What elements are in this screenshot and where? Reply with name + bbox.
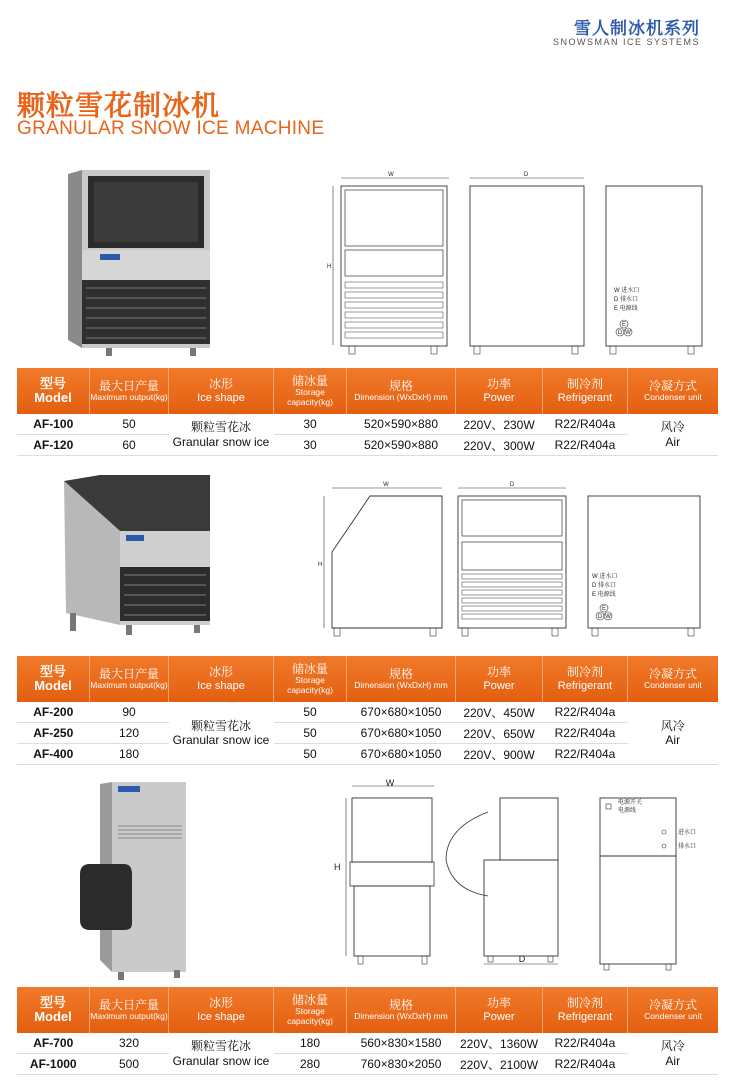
cell-text: 冷凝方式 [648, 666, 697, 681]
cell-text: 颗粒雪花冰 [190, 1039, 251, 1054]
cell-text: Air [665, 434, 681, 449]
cell-refrigerant: R22/R404a [543, 435, 628, 456]
label-w-inlet: W 进水口 [614, 288, 640, 294]
diagram-af700-front [330, 778, 440, 972]
cell-dimension: 670×680×1050 [347, 702, 456, 723]
header-power [456, 368, 543, 414]
cell-text: 最大日产量 [98, 997, 159, 1012]
diagram-af100-side [462, 170, 592, 360]
cell-text: 最大日产量 [98, 378, 159, 393]
cell-dimension: 670×680×1050 [347, 723, 456, 744]
cell-dimension: 520×590×880 [347, 414, 456, 435]
label-d: D [509, 482, 515, 488]
header-dimension [347, 987, 456, 1033]
cell-refrigerant: R22/R404a [543, 723, 628, 744]
label-h: H [318, 562, 323, 568]
cell-shape [169, 702, 274, 765]
cell-storage: 50 [274, 723, 347, 744]
header-condenser [628, 368, 719, 414]
cell-text: 储冰量 [291, 374, 328, 389]
header-storage [274, 368, 347, 414]
header-refrigerant [543, 656, 628, 702]
cell-text: 型号 [39, 994, 66, 1010]
cell-text: Refrigerant [557, 391, 613, 404]
spec-table-3 [17, 987, 718, 1075]
header-model [17, 987, 90, 1033]
label-e: E [621, 322, 627, 328]
cell-text: 制冷剂 [566, 665, 603, 680]
cell-text: 冷凝方式 [648, 378, 697, 393]
header-refrigerant [543, 987, 628, 1033]
cell-storage: 50 [274, 744, 347, 765]
cell-text: Power [483, 1010, 515, 1023]
cell-text: Model [34, 390, 72, 405]
cell-text: Storage capacity(kg) [287, 1006, 333, 1026]
cell-text: Model [34, 678, 72, 693]
label-w: W [605, 614, 611, 620]
cell-model: AF-100 [17, 414, 90, 435]
cell-model: AF-200 [17, 702, 90, 723]
label-inlet: 进水口 [678, 830, 697, 836]
cell-output: 500 [90, 1054, 169, 1075]
diagram-af200-rear [580, 480, 710, 642]
label-power-cord: 电源线 [618, 808, 637, 814]
header-output [90, 987, 169, 1033]
table-row [17, 414, 718, 435]
table-row [17, 702, 718, 723]
cell-model: AF-120 [17, 435, 90, 456]
cell-storage: 50 [274, 702, 347, 723]
cell-text: 冰形 [208, 665, 233, 680]
diagram-af100-front [325, 170, 455, 360]
cell-text: Model [34, 1009, 72, 1024]
machine-photo-af200 [60, 475, 220, 635]
cell-power: 220V、230W [456, 414, 543, 435]
brand-name-en: SNOWSMAN ICE SYSTEMS [552, 37, 700, 47]
cell-storage: 30 [274, 414, 347, 435]
cell-text: Storage capacity(kg) [287, 387, 333, 407]
header-model [17, 656, 90, 702]
cell-text: Refrigerant [557, 1010, 613, 1023]
cell-text: Dimension (WxDxH) mm [354, 1010, 448, 1021]
header-output [90, 368, 169, 414]
cell-text: Granular snow ice [172, 733, 270, 747]
cell-text: Maximum output(kg) [90, 391, 168, 402]
cell-text: 型号 [39, 375, 66, 391]
header-power [456, 656, 543, 702]
label-d-drain: D 排水口 [614, 297, 639, 303]
cell-output: 60 [90, 435, 169, 456]
cell-text: 制冷剂 [566, 996, 603, 1011]
header-shape [169, 987, 274, 1033]
label-d: D [617, 330, 623, 336]
cell-model: AF-400 [17, 744, 90, 765]
diagram-af700-side [438, 778, 566, 972]
cell-text: 规格 [388, 997, 413, 1012]
cell-power: 220V、450W [456, 702, 543, 723]
label-h: H [334, 862, 341, 872]
label-h: H [327, 264, 332, 270]
cell-refrigerant: R22/R404a [543, 414, 628, 435]
label-d: D [597, 614, 603, 620]
cell-model: AF-1000 [17, 1054, 90, 1075]
cell-shape [169, 414, 274, 456]
header-condenser [628, 987, 719, 1033]
cell-text: 最大日产量 [98, 666, 159, 681]
header-output [90, 656, 169, 702]
cell-model: AF-250 [17, 723, 90, 744]
cell-text: Dimension (WxDxH) mm [354, 391, 448, 402]
cell-text: Refrigerant [557, 679, 613, 692]
table-row [17, 723, 718, 744]
cell-text: 冷凝方式 [648, 997, 697, 1012]
header-storage [274, 656, 347, 702]
cell-dimension: 520×590×880 [347, 435, 456, 456]
cell-power: 220V、300W [456, 435, 543, 456]
label-drain: 排水口 [678, 844, 697, 850]
cell-power: 220V、650W [456, 723, 543, 744]
label-w-inlet: W 进水口 [592, 574, 618, 580]
header-model [17, 368, 90, 414]
header-refrigerant [543, 368, 628, 414]
cell-text: Storage capacity(kg) [287, 675, 333, 695]
cell-refrigerant: R22/R404a [543, 702, 628, 723]
cell-text: 风冷 [660, 1039, 685, 1054]
label-e-power: E 电源线 [614, 306, 638, 312]
table-row [17, 435, 718, 456]
cell-text: Condenser unit [644, 391, 702, 402]
cell-dimension: 670×680×1050 [347, 744, 456, 765]
machine-photo-af100 [60, 168, 220, 358]
cell-text: 规格 [388, 666, 413, 681]
cell-storage: 280 [274, 1054, 347, 1075]
cell-text: Maximum output(kg) [90, 679, 168, 690]
table-row [17, 744, 718, 765]
header-storage [274, 987, 347, 1033]
page-title-en: GRANULAR SNOW ICE MACHINE [17, 118, 325, 139]
diagram-af200-side [452, 480, 572, 642]
label-w: W [383, 482, 389, 488]
cell-text: 储冰量 [291, 993, 328, 1008]
cell-text: 冰形 [208, 377, 233, 392]
cell-text: 规格 [388, 378, 413, 393]
label-power-switch: 电源开关 [618, 800, 643, 806]
cell-power: 220V、2100W [456, 1054, 543, 1075]
header-shape [169, 656, 274, 702]
cell-refrigerant: R22/R404a [543, 744, 628, 765]
cell-storage: 180 [274, 1033, 347, 1054]
cell-output: 50 [90, 414, 169, 435]
cell-text: Ice shape [197, 1010, 245, 1023]
cell-text: Dimension (WxDxH) mm [354, 679, 448, 690]
cell-text: 储冰量 [291, 662, 328, 677]
cell-text: 风冷 [660, 420, 685, 435]
cell-text: Air [665, 1053, 681, 1068]
cell-text: 风冷 [660, 718, 685, 733]
label-e-power: E 电源线 [592, 592, 616, 598]
cell-power: 220V、900W [456, 744, 543, 765]
machine-photo-af700 [78, 782, 198, 982]
table-row [17, 1033, 718, 1054]
cell-refrigerant: R22/R404a [543, 1054, 628, 1075]
cell-text: Power [483, 391, 515, 404]
cell-output: 120 [90, 723, 169, 744]
cell-text: Maximum output(kg) [90, 1010, 168, 1021]
cell-dimension: 560×830×1580 [347, 1033, 456, 1054]
cell-text: Ice shape [197, 679, 245, 692]
cell-condenser [628, 1033, 719, 1075]
label-w: W [388, 172, 394, 178]
label-e: E [601, 606, 607, 612]
table-row [17, 1054, 718, 1075]
cell-text: Ice shape [197, 391, 245, 404]
cell-text: Air [665, 733, 681, 747]
label-d: D [523, 172, 529, 178]
spec-table-1 [17, 368, 718, 456]
cell-text: 颗粒雪花冰 [190, 420, 251, 435]
cell-dimension: 760×830×2050 [347, 1054, 456, 1075]
cell-condenser [628, 702, 719, 765]
cell-text: 功率 [486, 996, 511, 1011]
diagram-af100-rear [600, 170, 710, 360]
cell-output: 180 [90, 744, 169, 765]
spec-table-2 [17, 656, 718, 765]
cell-text: Granular snow ice [172, 1053, 270, 1068]
cell-text: Granular snow ice [172, 434, 270, 449]
cell-text: Condenser unit [644, 679, 702, 690]
page-title-cn: 颗粒雪花制冰机 [17, 89, 221, 122]
cell-text: 冰形 [208, 996, 233, 1011]
cell-output: 90 [90, 702, 169, 723]
cell-shape [169, 1033, 274, 1075]
diagram-af700-rear [592, 790, 702, 974]
cell-model: AF-700 [17, 1033, 90, 1054]
label-d: D [518, 954, 526, 964]
cell-text: 功率 [486, 377, 511, 392]
cell-text: Condenser unit [644, 1010, 702, 1021]
cell-storage: 30 [274, 435, 347, 456]
cell-text: 制冷剂 [566, 377, 603, 392]
cell-text: 型号 [39, 663, 66, 679]
header-dimension [347, 368, 456, 414]
cell-output: 320 [90, 1033, 169, 1054]
cell-text: 颗粒雪花冰 [190, 718, 251, 733]
cell-text: 功率 [486, 665, 511, 680]
header-condenser [628, 656, 719, 702]
cell-power: 220V、1360W [456, 1033, 543, 1054]
label-w: W [625, 330, 631, 336]
header-dimension [347, 656, 456, 702]
cell-refrigerant: R22/R404a [543, 1033, 628, 1054]
diagram-af200-front [312, 480, 447, 642]
header-shape [169, 368, 274, 414]
header-power [456, 987, 543, 1033]
brand-name-cn: 雪人制冰机系列 [574, 19, 700, 39]
cell-text: Power [483, 679, 515, 692]
cell-condenser [628, 414, 719, 456]
label-w: W [385, 778, 395, 788]
label-d-drain: D 排水口 [592, 583, 617, 589]
